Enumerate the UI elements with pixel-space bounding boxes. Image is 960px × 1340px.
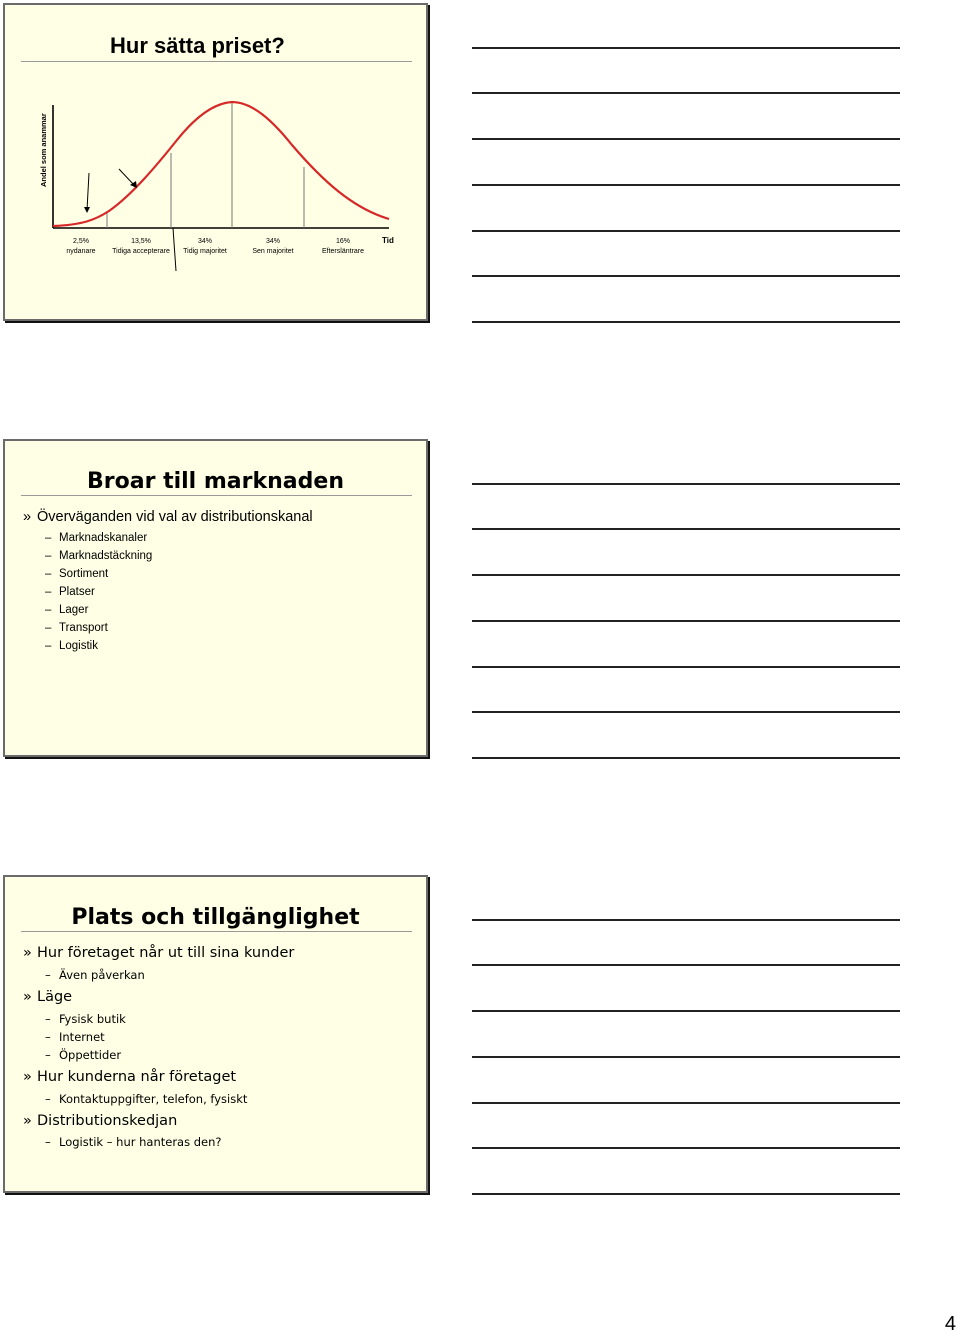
note-line: [472, 138, 900, 140]
note-line: [472, 1102, 900, 1104]
bullet-marker: –: [45, 1030, 51, 1044]
page-number: 4: [944, 1313, 956, 1335]
note-line: [472, 47, 900, 49]
bullet-marker: »: [23, 1069, 32, 1085]
bullet-level2: [45, 622, 108, 634]
bullet-marker: –: [45, 1048, 51, 1062]
adoption-curve: [53, 102, 389, 226]
bullet-level2: [45, 532, 147, 544]
arrow-1-head: [84, 207, 90, 213]
slide-3: [3, 875, 428, 1193]
segment-percent: 34%: [197, 238, 213, 245]
bullet-text: Transport: [59, 622, 108, 634]
bullet-text: Lager: [59, 604, 89, 616]
bullet-level2: [45, 1030, 105, 1044]
bullet-level2: [45, 604, 88, 616]
arrow-3: [173, 228, 176, 271]
title-underline: [21, 495, 412, 496]
segment-label: Tidig majoritet: [183, 248, 227, 255]
segment-percent: 13,5%: [131, 238, 151, 245]
bullet-level1: [23, 989, 72, 1005]
segment-label: Eftersläntrare: [321, 248, 365, 255]
note-line: [472, 1010, 900, 1012]
slide-1: [3, 3, 428, 321]
y-axis-label: Andel som anammar: [39, 113, 48, 187]
bullet-text: Hur kunderna når företaget: [37, 1069, 237, 1085]
bullet-text: Fysisk butik: [59, 1012, 126, 1026]
arrow-1: [87, 173, 89, 210]
arrow-2: [119, 169, 134, 185]
note-line: [472, 620, 900, 622]
note-line: [472, 528, 900, 530]
bullet-text: Även påverkan: [59, 968, 145, 982]
bullet-marker: »: [23, 509, 32, 525]
title-underline: [21, 931, 412, 932]
bullet-text: Kontaktuppgifter, telefon, fysiskt: [59, 1092, 248, 1106]
bullet-marker: –: [45, 1092, 51, 1106]
note-line: [472, 1147, 900, 1149]
bullet-text: Sortiment: [59, 568, 109, 580]
segment-percent: 16%: [335, 238, 351, 245]
bullet-text: Marknadskanaler: [59, 532, 148, 544]
bullet-text: Platser: [59, 586, 95, 598]
note-line: [472, 666, 900, 668]
bullet-text: Logistik: [59, 640, 98, 652]
bullet-level2: [45, 640, 98, 652]
bullet-marker: –: [45, 586, 52, 598]
bullet-level2: [45, 1092, 247, 1106]
bullet-marker: –: [45, 550, 52, 562]
bullet-marker: –: [45, 532, 52, 544]
bullet-level1: [23, 945, 294, 961]
x-axis-label: Tid: [382, 236, 394, 245]
slide-title: Hur sätta priset?: [110, 33, 285, 58]
segment-label: nydanare: [66, 248, 96, 255]
bullet-marker: –: [45, 622, 52, 634]
note-line: [472, 92, 900, 94]
note-line: [472, 574, 900, 576]
adoption-curve-chart: [37, 95, 407, 280]
bullet-marker: –: [45, 1135, 51, 1149]
bullet-marker: –: [45, 604, 52, 616]
note-line: [472, 919, 900, 921]
note-line: [472, 964, 900, 966]
bullet-level2: [45, 1012, 126, 1026]
bullet-text: Öppettider: [59, 1048, 122, 1062]
bullet-level2: [45, 586, 95, 598]
note-line: [472, 483, 900, 485]
slide-2: [3, 439, 428, 757]
bullet-text: Distributionskedjan: [37, 1113, 178, 1129]
note-line: [472, 711, 900, 713]
bullet-marker: –: [45, 1012, 51, 1026]
bullet-text: Överväganden vid val av distributionskanal: [37, 509, 313, 525]
bullet-text: Läge: [37, 989, 73, 1005]
note-line: [472, 230, 900, 232]
bullet-text: Hur företaget når ut till sina kunder: [37, 945, 295, 961]
note-line: [472, 757, 900, 759]
note-line: [472, 184, 900, 186]
segment-label: Sen majoritet: [252, 248, 294, 255]
note-line: [472, 275, 900, 277]
bullet-level1: [23, 1113, 177, 1129]
bullet-level2: [45, 1048, 121, 1062]
slide-title: Plats och tillgänglighet: [71, 905, 360, 930]
bullet-level2: [45, 568, 108, 580]
bullet-level2: [45, 968, 145, 982]
note-line: [472, 1056, 900, 1058]
bullet-text: Internet: [59, 1030, 105, 1044]
bullet-marker: »: [23, 989, 32, 1005]
bullet-marker: »: [23, 1113, 32, 1129]
bullet-marker: »: [23, 945, 32, 961]
segment-label: Tidiga accepterare: [112, 248, 170, 255]
bullet-level2: [45, 550, 152, 562]
segment-percent: 34%: [265, 238, 281, 245]
bullet-level1: [23, 509, 313, 525]
title-underline: [21, 61, 412, 62]
slide-title: Broar till marknaden: [87, 469, 344, 494]
bullet-marker: –: [45, 968, 51, 982]
bullet-level1: [23, 1069, 236, 1085]
segment-percent: 2,5%: [73, 238, 89, 245]
bullet-level2: [45, 1135, 222, 1149]
note-line: [472, 321, 900, 323]
bullet-text: Logistik – hur hanteras den?: [59, 1135, 222, 1149]
bullet-marker: –: [45, 640, 52, 652]
bullet-text: Marknadstäckning: [59, 550, 153, 562]
bullet-marker: –: [45, 568, 52, 580]
note-line: [472, 1193, 900, 1195]
